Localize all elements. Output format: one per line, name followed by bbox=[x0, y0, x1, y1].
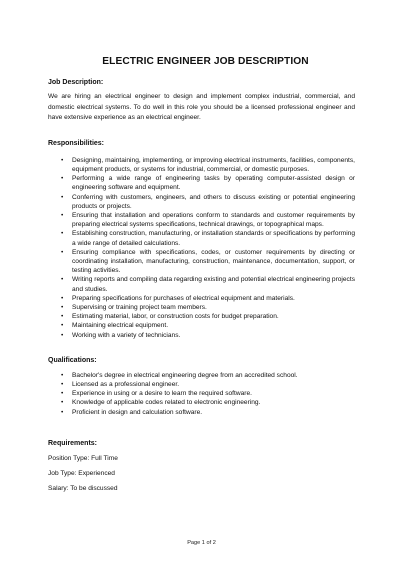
list-item bbox=[48, 321, 355, 330]
list-item bbox=[48, 398, 355, 407]
bullet: • bbox=[61, 294, 64, 302]
list-item-text: Performing a wide range of engineering tasks by operating computer-assisted design or engineering software and equipment. bbox=[72, 175, 355, 192]
bullet: • bbox=[61, 331, 64, 339]
bullet: • bbox=[61, 156, 64, 164]
bullet: • bbox=[61, 322, 64, 330]
job-description-heading: Job Description: bbox=[48, 79, 104, 86]
list-item-text: Designing, maintaining, implementing, or improving electrical instruments, facilities, components, equipment products, or systems for industrial, commercial, or domestic purposes. bbox=[72, 156, 355, 173]
bullet: • bbox=[61, 230, 64, 238]
bullet: • bbox=[61, 304, 64, 312]
page-number: Page 1 of 2 bbox=[187, 540, 216, 546]
bullet: • bbox=[61, 248, 64, 256]
job-type: Job Type: Experienced bbox=[48, 469, 115, 477]
list-item-text: Writing reports and compiling data regarding existing and potential electrical engineering projects and studies. bbox=[72, 276, 355, 293]
bullet: • bbox=[61, 212, 64, 219]
bullet: • bbox=[61, 175, 64, 183]
bullet: • bbox=[61, 371, 64, 379]
list-item-text: Experience in using or a desire to learn the required software. bbox=[72, 390, 252, 398]
list-item bbox=[48, 248, 355, 276]
list-item bbox=[48, 174, 355, 192]
list-item-text: Conferring with customers, engineers, and others to discuss existing or potential engineering products or projects. bbox=[72, 193, 355, 210]
qualifications-heading: Qualifications: bbox=[48, 356, 97, 364]
bullet: • bbox=[61, 408, 64, 416]
requirements-section bbox=[48, 440, 355, 494]
list-item-text: Maintaining electrical equipment. bbox=[72, 322, 169, 330]
bullet: • bbox=[61, 193, 64, 201]
list-item-text: Preparing specifications for purchases of electrical equipment and materials. bbox=[72, 294, 295, 302]
qualifications-list bbox=[48, 371, 355, 417]
job-description-section bbox=[48, 79, 355, 124]
bullet: • bbox=[61, 276, 64, 284]
list-item bbox=[48, 156, 355, 174]
list-item bbox=[48, 229, 355, 247]
list-item-text: Supervising or training project team members. bbox=[72, 304, 207, 312]
position-type: Position Type: Full Time bbox=[48, 454, 118, 462]
list-item-text: Ensuring compliance with specifications, codes, or customer requirements by directing or coordinating installation, manufacturing, construction, maintenance, documentation, support, or testing activities. bbox=[72, 248, 355, 275]
list-item-text: Licensed as a professional engineer. bbox=[72, 381, 180, 389]
list-item bbox=[48, 211, 355, 229]
list-item bbox=[48, 408, 355, 417]
requirements-heading: Requirements: bbox=[48, 439, 98, 447]
job-description-text: We are hiring an electrical engineer to design and implement complex industrial, commercial, and domestic electrical systems. To do well in this role you should be a licensed professional engineer and have extensive experience as an electrical engineer. bbox=[48, 93, 355, 122]
list-item bbox=[48, 389, 355, 398]
salary: Salary: To be discussed bbox=[48, 484, 118, 492]
list-item-text: Establishing construction, manufacturing, or installation standards or specifications by performing a wide range of detailed calculations. bbox=[72, 230, 355, 247]
bullet: • bbox=[61, 313, 64, 321]
bullet: • bbox=[61, 381, 64, 389]
list-item bbox=[48, 275, 355, 293]
list-item bbox=[48, 331, 355, 340]
list-item-text: Knowledge of applicable codes related to electronic engineering. bbox=[72, 399, 261, 407]
list-item bbox=[48, 380, 355, 389]
list-item bbox=[48, 303, 355, 312]
bullet: • bbox=[61, 390, 64, 398]
list-item-text: Bachelor's degree in electrical engineering degree from an accredited school. bbox=[72, 371, 298, 379]
list-item-text: Ensuring that installation and operations conform to standards and customer requirements by preparing electrical systems specifications, technical drawings, or topographical maps. bbox=[72, 212, 355, 229]
list-item bbox=[48, 294, 355, 303]
list-item bbox=[48, 371, 355, 380]
list-item bbox=[48, 312, 355, 321]
document-title: ELECTRIC ENGINEER JOB DESCRIPTION bbox=[102, 56, 309, 67]
responsibilities-list bbox=[48, 156, 355, 340]
list-item-text: Estimating material, labor, or construction costs for budget preparation. bbox=[72, 313, 279, 321]
qualifications-section bbox=[48, 357, 355, 417]
list-item-text: Working with a variety of technicians. bbox=[72, 331, 181, 339]
responsibilities-section bbox=[48, 140, 355, 340]
list-item bbox=[48, 193, 355, 211]
responsibilities-heading: Responsibilities: bbox=[48, 139, 105, 147]
bullet: • bbox=[61, 399, 64, 407]
list-item-text: Proficient in design and calculation software. bbox=[72, 408, 203, 416]
